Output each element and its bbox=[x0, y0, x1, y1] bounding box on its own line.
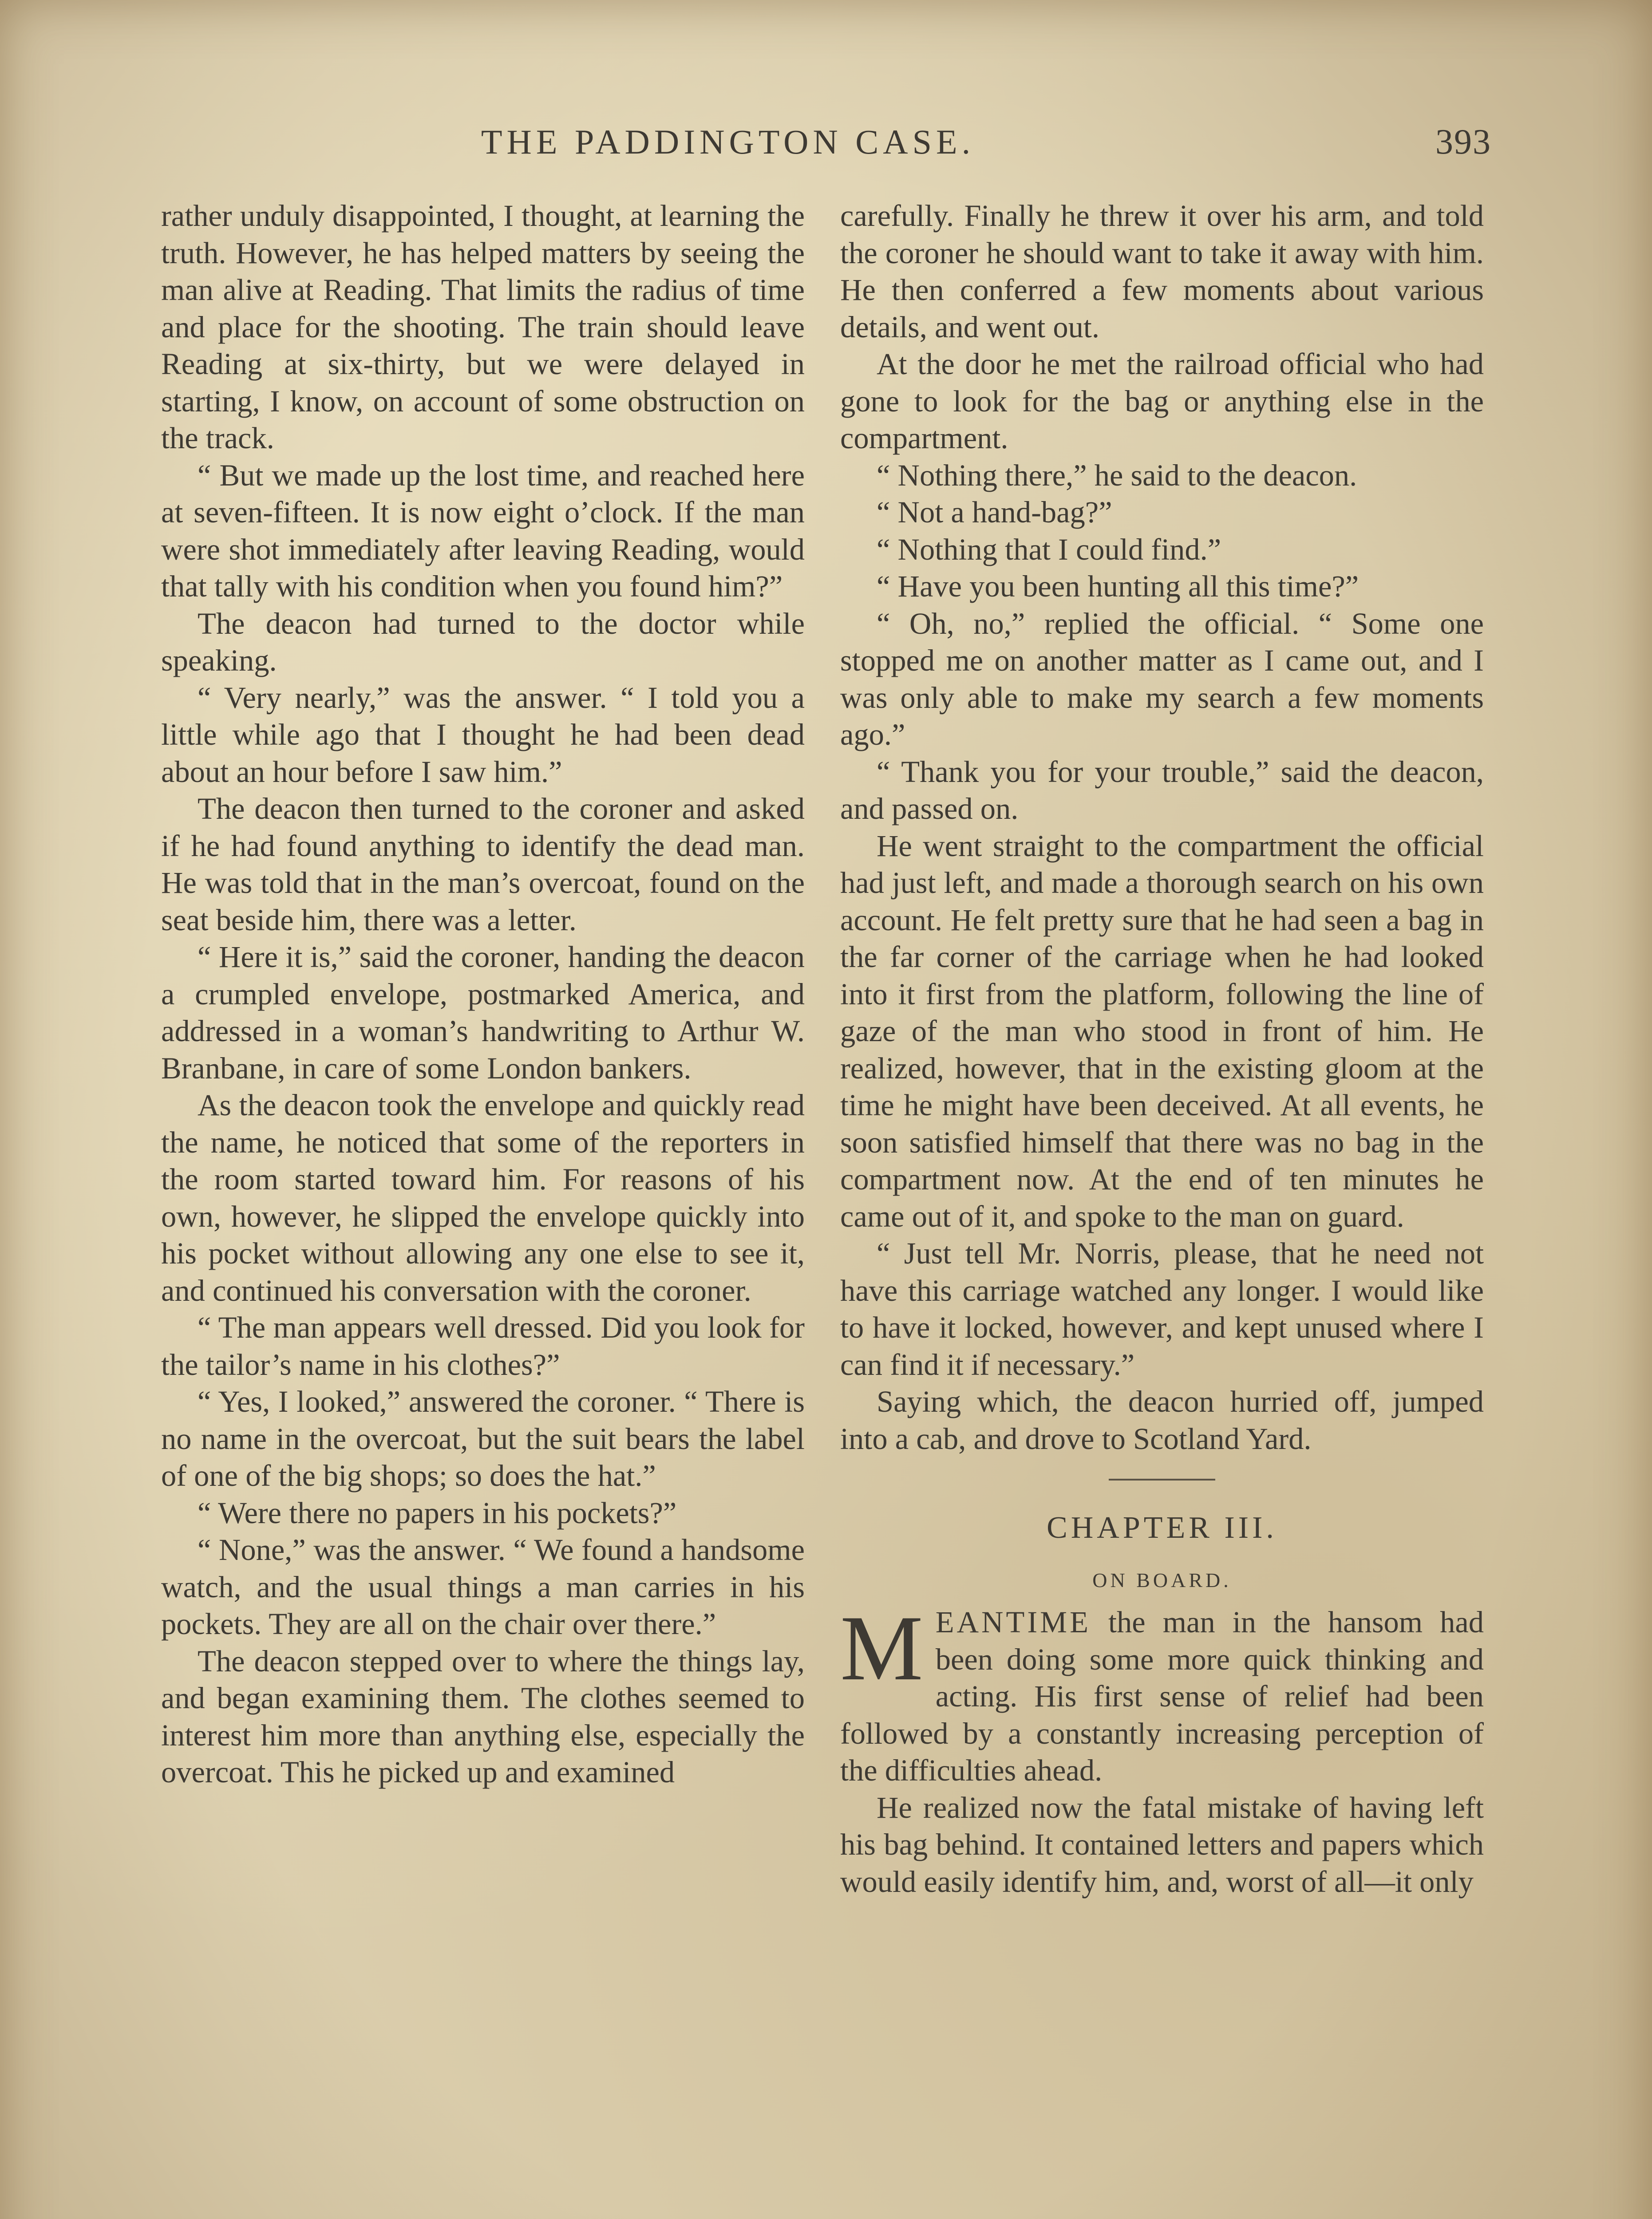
right-column bbox=[840, 197, 1484, 1900]
paragraph: “ But we made up the lost time, and reached here at seven-fifteen. It is now eight o’clock. If the man were shot immediately after leaving Reading, would that tally with his condition when you found him?” bbox=[161, 458, 805, 603]
paragraph: As the deacon took the envelope and quickly read the name, he noticed that some of the reporters in the room started toward him. For reasons of his own, however, he slipped the envelope quickly into his pocket without allowing any one else to see it, and continued his conversation with the coroner. bbox=[161, 1088, 805, 1307]
paragraph: carefully. Finally he threw it over his arm, and told the coroner he should want to take it away with him. He then conferred a few moments about various details, and went out. bbox=[840, 199, 1484, 344]
paragraph: He realized now the fatal mistake of having left his bag behind. It contained letters and papers which would easily identify him, and, worst of all—it only bbox=[840, 1790, 1484, 1899]
page-number: 393 bbox=[1435, 122, 1491, 162]
paragraph-text: the man in the hansom had been doing some more quick thinking and acting. His first sense of relief had been followed by a constantly increasing perception of the difficulties ahead. bbox=[840, 1605, 1484, 1787]
paragraph: Saying which, the deacon hurried off, jumped into a cab, and drove to Scotland Yard. bbox=[840, 1385, 1484, 1456]
paragraph: “ Not a hand-bag?” bbox=[877, 495, 1112, 529]
paragraph: “ Have you been hunting all this time?” bbox=[877, 569, 1359, 603]
drop-cap: M bbox=[840, 1597, 923, 1700]
paragraph: “ Very nearly,” was the answer. “ I told you a little while ago that I thought he had been dead about an hour before I saw him.” bbox=[161, 680, 805, 789]
paragraph: He went straight to the compartment the official had just left, and made a thorough search on his own account. He felt pretty sure that he had seen a bag in the far corner of the carriage when he had looked into it first from the platform, following the line of gaze of the man who stood in front of him. He realized, however, that in the existing gloom at the time he might have been deceived. At all events, he soon satisfied himself that there was no bag in the compartment now. At the end of ten minutes he came out of it, and spoke to the man on guard. bbox=[840, 829, 1484, 1233]
chapter-title: CHAPTER III. bbox=[1047, 1511, 1277, 1545]
paragraph: At the door he met the railroad official who had gone to look for the bag or anything else in the compartment. bbox=[840, 347, 1484, 455]
paragraph: “ Nothing there,” he said to the deacon. bbox=[877, 458, 1357, 492]
paragraph: “ Were there no papers in his pockets?” bbox=[198, 1496, 677, 1530]
paragraph: “ Thank you for your trouble,” said the deacon, and passed on. bbox=[840, 754, 1484, 825]
lead-smallcaps: EANTIME bbox=[935, 1605, 1091, 1639]
paragraph: “ Just tell Mr. Norris, please, that he need not have this carriage watched any longer. I would like to have it locked, however, and kept unused where I can find it if necessary.” bbox=[840, 1236, 1484, 1382]
paragraph: “ Oh, no,” replied the official. “ Some one stopped me on another matter as I came out, and I was only able to make my search a few moments ago.” bbox=[840, 606, 1484, 751]
paragraph: The deacon had turned to the doctor while speaking. bbox=[161, 606, 805, 677]
paragraph: The deacon then turned to the coroner and asked if he had found anything to identify the dead man. He was told that in the man’s overcoat, found on the seat beside him, there was a letter. bbox=[161, 792, 805, 937]
paragraph: rather unduly disappointed, I thought, at learning the truth. However, he has helped matters by seeing the man alive at Reading. That limits the radius of time and place for the shooting. The train should leave Reading at six-thirty, but we were delayed in starting, I know, on account of some obstruction on the track. bbox=[161, 199, 805, 455]
paragraph: “ The man appears well dressed. Did you look for the tailor’s name in his clothes?” bbox=[161, 1311, 805, 1382]
running-title: THE PADDINGTON CASE. bbox=[481, 122, 975, 161]
chapter-opening-paragraph bbox=[840, 1597, 1484, 1789]
chapter-subtitle: ON BOARD. bbox=[1092, 1569, 1232, 1591]
paragraph: “ None,” was the answer. “ We found a handsome watch, and the usual things a man carries in his pockets. They are all on the chair over there.” bbox=[161, 1533, 805, 1641]
paragraph: “ Here it is,” said the coroner, handing the deacon a crumpled envelope, postmarked America, and addressed in a woman’s handwriting to Arthur W. Branbane, in care of some London bankers. bbox=[161, 940, 805, 1085]
paragraph: “ Nothing that I could find.” bbox=[877, 532, 1221, 566]
paragraph: “ Yes, I looked,” answered the coroner. “ There is no name in the overcoat, but the suit bears the label of one of the big shops; so does the hat.” bbox=[161, 1385, 805, 1492]
section-divider bbox=[1109, 1479, 1215, 1481]
running-head bbox=[160, 120, 1491, 164]
paragraph: The deacon stepped over to where the things lay, and began examining them. The clothes seemed to interest him more than anything else, especially the overcoat. This he picked up and examined bbox=[161, 1644, 805, 1789]
left-column bbox=[161, 197, 805, 1791]
